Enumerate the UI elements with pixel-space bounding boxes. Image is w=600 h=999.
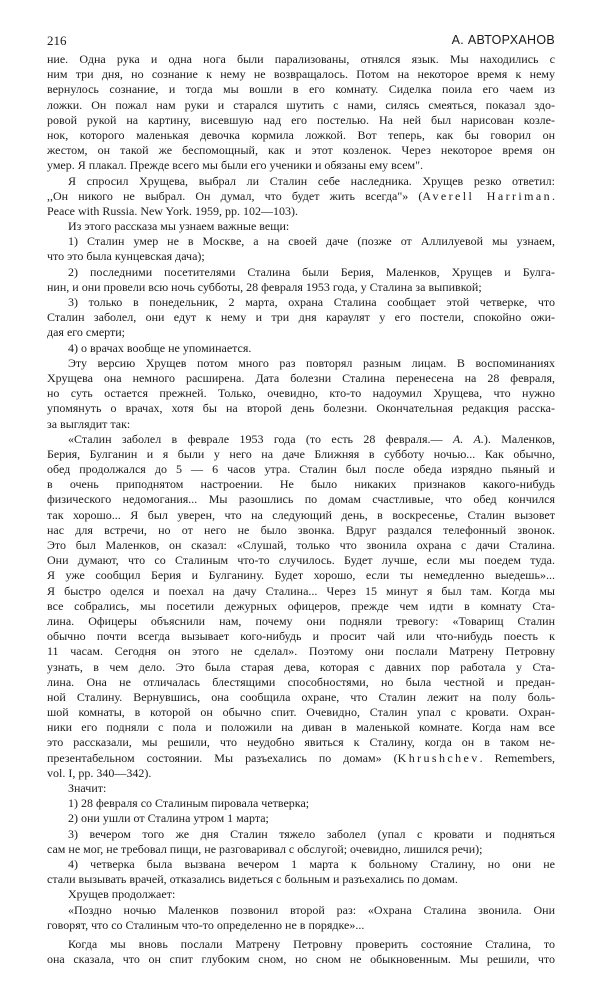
running-header-author: А. АВТОРХАНОВ <box>451 33 555 47</box>
text-line <box>47 265 555 280</box>
text-line <box>47 705 555 720</box>
text-segment: ние. Одна рука и одна нога были парализованы, отнялся язык. Мы находились с <box>47 52 555 66</box>
text-line <box>47 477 555 492</box>
text-line <box>47 690 555 705</box>
text-line <box>47 735 555 750</box>
text-segment: лина. Офицеры объяснили нам, почему они подняли тревогу: «Товарищ Сталин <box>47 613 555 628</box>
text-segment: Когда мы вновь послали Матрену Петровну проверить состояние Сталина, то <box>68 936 555 951</box>
text-segment: Они думают, что со Сталиным что-то случилось. Будет лучше, если мы поедем туда. <box>47 553 555 568</box>
text-line <box>47 417 555 432</box>
text-segment: в очень приподнятом настроении. Не было никаких признаков какого-нибудь <box>47 477 555 492</box>
running-header <box>47 33 555 49</box>
text-line <box>47 371 555 386</box>
text-segment: ). Маленков, <box>483 431 555 446</box>
text-segment: Берия, Булганин и я были у него на даче Ближняя в субботу ночью... Как обычно, <box>47 446 555 461</box>
text-segment: обед продолжался до 5 — 6 часов утра. Сталин был после обеда изрядно пьяный и <box>47 462 555 477</box>
page-body-text <box>47 52 555 967</box>
text-segment: Хрущева она немного расширена. Дата болезни Сталина перенесена на 28 февраля, <box>47 370 555 385</box>
text-line <box>47 918 555 933</box>
text-line <box>47 857 555 872</box>
text-segment: обычно почти всегда вызывает кого-нибудь и просит чай или что-нибудь поесть к <box>47 629 555 644</box>
text-segment: нин, и они провели всю ночь субботы, 28 февраля 1953 года, у Сталина за выпивкой; <box>47 279 482 294</box>
text-segment: Я уже сообщил Берия и Булганину. Будет хорошо, если ты немедленно выедешь»... <box>47 568 555 583</box>
text-segment: за выглядит так: <box>47 416 131 431</box>
text-segment: сам не мог, не требовал пищи, не разговаривал с обслугой; очевидно, лишился речи); <box>47 841 483 856</box>
text-line <box>47 508 555 523</box>
text-segment: vol. I, pp. 340—342). <box>47 765 152 780</box>
italic-initials: А. А. <box>452 431 484 446</box>
text-line <box>47 98 555 113</box>
text-line <box>47 401 555 416</box>
text-segment: . <box>551 188 555 203</box>
text-segment: она сказала, что он спит глубоким сном, но сном не обыкновенным. Мы решили, что <box>47 952 555 967</box>
text-line <box>47 599 555 614</box>
text-segment: презентабельном состоянии. Мы разъехались по домам» ( <box>47 750 398 765</box>
text-segment: вернулось сознание, и тогда мы вошли в его комнату. Сиделка поила его чаем из <box>47 82 555 97</box>
text-segment: . Remembers, <box>479 750 555 765</box>
text-line <box>47 720 555 735</box>
text-line <box>47 386 555 401</box>
text-line <box>47 219 555 234</box>
page-number: 216 <box>47 33 67 48</box>
text-segment: нас для встречи, но от него не было звонка. Вдруг раздался телефонный звонок. <box>47 522 555 537</box>
text-segment: все собрались, мы посетили дежурных офицеров, прежде чем идти в комнату Ста- <box>47 598 555 613</box>
text-segment: что это была кунцевская дача); <box>47 249 205 264</box>
text-line <box>47 174 555 189</box>
text-segment: Значит: <box>68 781 107 795</box>
text-segment: 3) только в понедельник, 2 марта, охрана Сталина сообщает этой четверке, что <box>68 295 555 309</box>
text-line <box>47 937 555 952</box>
text-segment: ,,Он никого не выбрал. Он думал, что будет жить всегда"» ( <box>47 188 423 203</box>
text-line <box>47 234 555 249</box>
text-line <box>47 538 555 553</box>
text-segment: 3) вечером того же дня Сталин тяжело заболел (упал с кровати и подняться <box>68 826 555 841</box>
text-segment: Я быстро оделся и поехал на дачу Сталина... Через 15 минут я был там. Когда мы <box>47 583 555 598</box>
text-line <box>47 523 555 538</box>
text-segment: ровой рукой на картину, висевшую над его постелью. На ней был нарисован козле- <box>47 112 555 127</box>
text-line <box>47 584 555 599</box>
text-segment: 1) Сталин умер не в Москве, а на своей даче (позже от Аллилуевой мы узнаем, <box>68 234 555 249</box>
text-segment: ложки. Он пожал нам руки и старался шутить с нами, силясь смеяться, показал здо- <box>47 97 555 112</box>
text-segment: это рассказали, мы решили, что неудобно явиться к Сталину, когда он в таком не- <box>47 735 555 750</box>
text-line <box>47 295 555 310</box>
text-segment: 2) последними посетителями Сталина были Берия, Маленков, Хрущев и Булга- <box>68 264 555 279</box>
text-segment: 4) четверка была вызвана вечером 1 марта к больному Сталину, но они не <box>68 856 555 871</box>
text-line <box>47 82 555 97</box>
text-line <box>47 751 555 766</box>
text-segment: Из этого рассказа мы узнаем важные вещи: <box>68 219 290 234</box>
text-segment: ним три дня, но сознание к нему не возвращалось. Потом на некоторое время к нему <box>47 67 555 82</box>
text-segment: дая его смерти; <box>47 325 125 340</box>
text-line <box>47 952 555 967</box>
text-segment: нок, которого маленькая девочка кормила ложкой. Вот теперь, как бы говорил он <box>47 127 555 142</box>
text-line <box>47 568 555 583</box>
text-line <box>47 113 555 128</box>
text-segment: 1) 28 февраля со Сталиным пировала четверка; <box>68 796 310 811</box>
text-line <box>47 827 555 842</box>
text-line <box>47 614 555 629</box>
text-line <box>47 903 555 918</box>
text-segment: 2) они ушли от Сталина утром 1 марта; <box>68 811 269 826</box>
text-line <box>47 675 555 690</box>
text-line <box>47 325 555 340</box>
text-line <box>47 872 555 887</box>
text-segment: стали вызывать врачей, отказались видеться с больным и разъехались по домам. <box>47 872 458 887</box>
text-line <box>47 447 555 462</box>
text-line <box>47 842 555 857</box>
text-line <box>47 128 555 143</box>
text-line <box>47 644 555 659</box>
text-line <box>47 811 555 826</box>
text-line <box>47 158 555 173</box>
text-segment: Peace with Russia. New York. 1959, pp. 102—103). <box>47 203 298 218</box>
text-line <box>47 249 555 264</box>
text-segment: лина. Она не отличалась блестящими способностями, но была честной и предан- <box>47 674 555 689</box>
text-segment: 11 часам. Сегодня он этого не сделал». Поэтому они послали Матрену Петровну <box>47 644 555 659</box>
text-line <box>47 492 555 507</box>
text-line <box>47 796 555 811</box>
text-segment: «Поздно ночью Маленков позвонил второй раз: «Охрана Сталина звонила. Они <box>68 902 555 917</box>
text-segment: ной Сталину. Вернувшись, она сообщила охране, что Сталин лежит на полу боль- <box>47 689 555 704</box>
text-line <box>47 341 555 356</box>
text-segment: Хрущев продолжает: <box>68 887 176 902</box>
spaced-emphasis-text: Khrushchev <box>397 750 480 765</box>
text-line <box>47 553 555 568</box>
text-line <box>47 432 555 447</box>
text-segment: Я спросил Хрущева, выбрал ли Сталин себе наследника. Хрущев резко ответил: <box>68 173 555 188</box>
text-line <box>47 462 555 477</box>
text-segment: узнать, в чем дело. Это была старая дева, которая с давних пор работала у Ста- <box>47 659 555 674</box>
text-line <box>47 52 555 67</box>
text-line <box>47 781 555 796</box>
text-segment: «Сталин заболел в феврале 1953 года (то есть 28 февраля.— <box>68 431 453 446</box>
text-segment: жестом, он такой же беспомощный, как и этот козленок. Через некоторое время он <box>47 143 555 158</box>
text-segment: Это был Маленков, он сказал: «Слушай, только что звонила охрана с дачи Сталина. <box>47 538 555 552</box>
text-segment: так хорошо... Я был уверен, что на следующий день, в воскресенье, Сталин вызовет <box>47 507 555 522</box>
text-segment: Эту версию Хрущев потом много раз повторял разным лицам. В воспоминаниях <box>68 355 555 370</box>
text-line <box>47 67 555 82</box>
text-segment: говорят, что со Сталиным что-то определенно не в порядке»... <box>47 917 365 932</box>
text-segment: шой комнаты, в которой он обычно спит. Очевидно, Сталин упал с кровати. Охран- <box>47 705 555 720</box>
text-line <box>47 887 555 902</box>
text-line <box>47 310 555 325</box>
text-line <box>47 189 555 204</box>
spaced-emphasis-text: Averell Harriman <box>422 188 552 203</box>
text-segment: упомянуть о врачах, хотя бы на второй день болезни. Окончательная редакция расска- <box>47 401 555 416</box>
text-line <box>47 143 555 158</box>
text-line <box>47 629 555 644</box>
text-segment: 4) о врачах вообще не упоминается. <box>68 340 252 355</box>
text-line <box>47 280 555 295</box>
text-segment: ники его подняли с пола и положили на диван в маленькой комнате. Когда нам все <box>47 720 555 735</box>
text-segment: умер. Я плакал. Прежде всего мы были его ученики и обязаны ему всем". <box>47 158 424 173</box>
text-segment: физического недомогания... Мы разошлись по домам счастливые, что обед кончился <box>47 492 555 507</box>
text-segment: но суть остается прежней. Только, очевидно, кто-то надоумил Хрущева, что нужно <box>47 386 555 401</box>
text-line <box>47 204 555 219</box>
text-line <box>47 356 555 371</box>
text-segment: Сталин заболел, они едут к нему и три дня караулят у его постели, спокойно ожи- <box>47 310 555 325</box>
text-line <box>47 660 555 675</box>
text-line <box>47 766 555 781</box>
